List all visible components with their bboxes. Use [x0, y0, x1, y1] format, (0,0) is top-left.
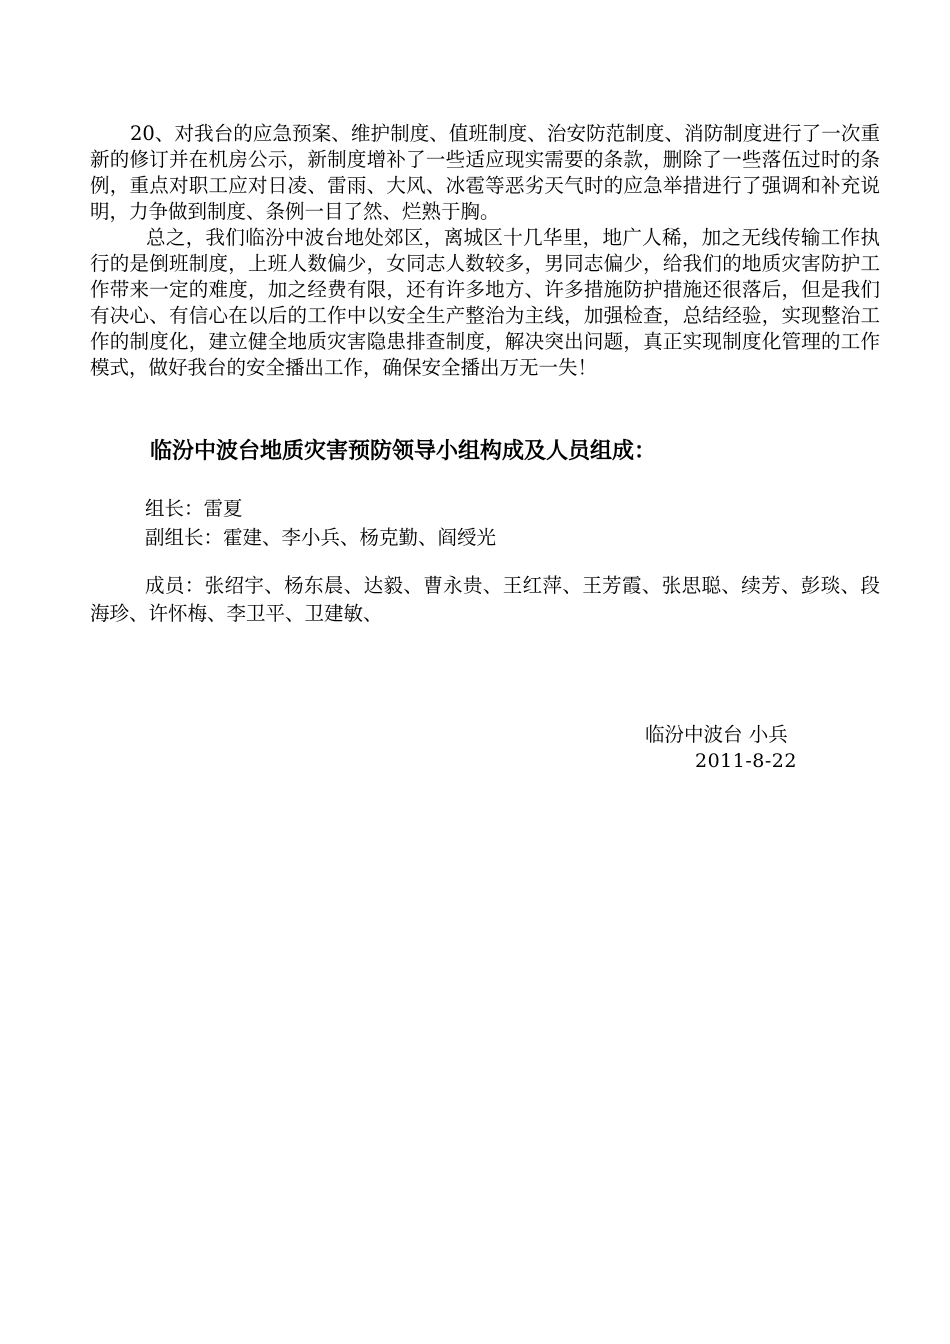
signature-date: 2011-8-22 — [695, 750, 797, 772]
section-heading: 临汾中波台地质灾害预防领导小组构成及人员组成： — [150, 439, 657, 464]
paragraph-item-20: 20、对我台的应急预案、维护制度、值班制度、治安防范制度、消防制度进行了一次重新的修订并在机房公示，新制度增补了一些适应现实需要的条款，删除了一些落伍过时的条例，重点对职工应对日凌、雷雨、大风、冰雹等恶劣天气时的应急举措进行了强调和补充说明，力争做到制度、条例一目了然、烂熟于胸。 — [90, 122, 880, 223]
paragraph-summary: 总之，我们临汾中波台地处郊区，离城区十几华里，地广人稀，加之无线传输工作执行的是倒班制度，上班人数偏少，女同志人数较多，男同志偏少，给我们的地质灾害防护工作带来一定的难度，加之经费有限，还有许多地方、许多措施防护措施还很落后，但是我们有决心、有信心在以后的工作中以安全生产整治为主线，加强检查，总结经验，实现整治工作的制度化，建立健全地质灾害隐患排查制度，解决突出问题，真正实现制度化管理的工作模式，做好我台的安全播出工作，确保安全播出万无一失！ — [90, 226, 880, 379]
group-leader: 组长：雷夏 — [145, 497, 243, 520]
deputy-leaders: 副组长：霍建、李小兵、杨克勤、阎绶光 — [145, 526, 497, 549]
group-members: 成员：张绍宇、杨东晨、达毅、曹永贵、王红萍、王芳霞、张思聪、续芳、彭琰、段海珍、许怀梅、李卫平、卫建敏、 — [90, 574, 880, 625]
signature-organization: 临汾中波台 小兵 — [645, 723, 788, 746]
